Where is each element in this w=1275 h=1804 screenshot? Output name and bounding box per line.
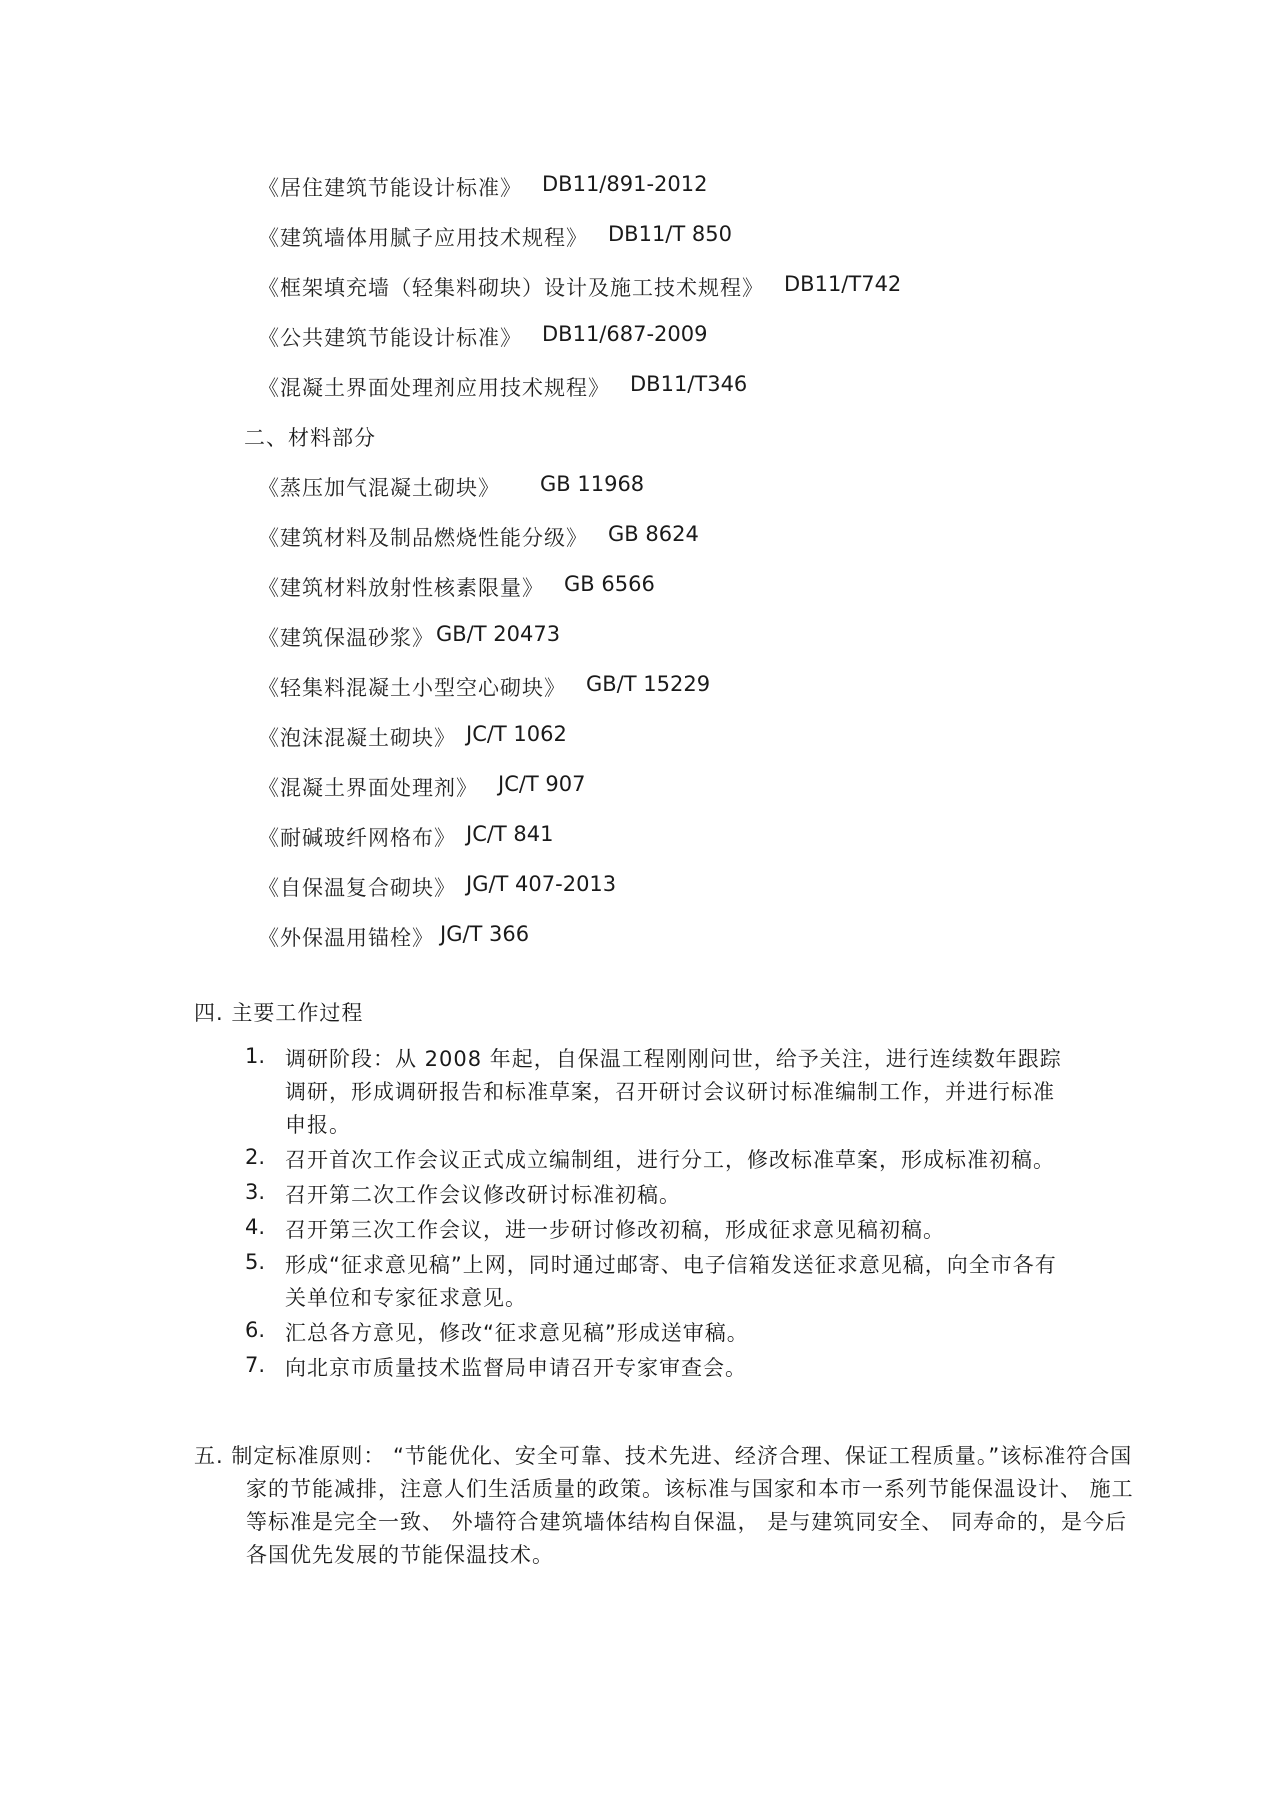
step-text: 向北京市质量技术监督局申请召开专家审查会。 — [285, 1356, 747, 1380]
standard-title: 《外保温用锚栓》 — [258, 926, 434, 950]
standard-title: 《建筑材料放射性核素限量》 — [258, 576, 544, 600]
standard-item — [258, 463, 1158, 513]
step-number: 1. — [245, 1044, 266, 1068]
process-step — [245, 1179, 1065, 1212]
standard-title: 《居住建筑节能设计标准》 — [258, 176, 522, 200]
standard-item — [258, 913, 1158, 963]
section-principle-heading: 五. 制定标准原则： — [194, 1444, 386, 1468]
standard-title: 《混凝土界面处理剂应用技术规程》 — [258, 376, 610, 400]
step-number: 3. — [245, 1180, 266, 1204]
standard-title: 《泡沫混凝土砌块》 — [258, 726, 456, 750]
standard-item — [258, 213, 1158, 263]
process-step — [245, 1317, 1065, 1350]
standard-title: 《建筑材料及制品燃烧性能分级》 — [258, 526, 588, 550]
standard-item — [258, 613, 1158, 663]
process-step — [245, 1214, 1065, 1247]
standard-title: 《蒸压加气混凝土砌块》 — [258, 476, 500, 500]
standard-item — [258, 713, 1158, 763]
standard-item — [258, 313, 1158, 363]
section-process-heading: 四. 主要工作过程 — [194, 1001, 364, 1025]
section-principle-text: “节能优化、安全可靠、技术先进、经济合理、保证工程质量。”该标准符合国家的节能减排，注意人们生活质量的政策。该标准与国家和本市一系列节能保温设计、 施工等标准是完全一致、 外墙符合建筑墙体结构自保温， 是与建筑同安全、 同寿命的，是今后各国优先发展的节能保温技术。 — [246, 1444, 1134, 1567]
standard-code: JC/T 841 — [466, 822, 554, 846]
standard-code: DB11/T 850 — [608, 222, 732, 246]
standard-code: GB 8624 — [608, 522, 699, 546]
standard-item — [258, 363, 1158, 413]
standard-title: 《公共建筑节能设计标准》 — [258, 326, 522, 350]
step-text: 调研阶段：从 2008 年起，自保温工程刚刚问世，给予关注，进行连续数年跟踪调研，形成调研报告和标准草案，召开研讨会议研讨标准编制工作，并进行标准申报。 — [285, 1047, 1062, 1137]
process-step — [245, 1249, 1065, 1315]
section-materials-heading: 二、材料部分 — [244, 426, 376, 450]
process-step — [245, 1043, 1065, 1142]
standard-item — [258, 263, 1158, 313]
standard-code: DB11/T346 — [630, 372, 748, 396]
standard-item — [258, 863, 1158, 913]
standard-title: 《混凝土界面处理剂》 — [258, 776, 478, 800]
step-text: 召开首次工作会议正式成立编制组，进行分工，修改标准草案，形成标准初稿。 — [285, 1148, 1055, 1172]
standard-code: GB 11968 — [540, 472, 645, 496]
standard-code: JG/T 366 — [440, 922, 530, 946]
standard-item — [258, 563, 1158, 613]
process-steps-list — [245, 1043, 1065, 1387]
standard-code: DB11/891-2012 — [542, 172, 708, 196]
standard-code: DB11/T742 — [784, 272, 902, 296]
process-step — [245, 1144, 1065, 1177]
standard-title: 《耐碱玻纤网格布》 — [258, 826, 456, 850]
standard-code: JG/T 407-2013 — [466, 872, 617, 896]
standard-title: 《建筑墙体用腻子应用技术规程》 — [258, 226, 588, 250]
standard-code: DB11/687-2009 — [542, 322, 708, 346]
standard-title: 《建筑保温砂浆》 — [258, 626, 434, 650]
step-text: 形成“征求意见稿”上网，同时通过邮寄、电子信箱发送征求意见稿，向全市各有关单位和专家征求意见。 — [285, 1253, 1057, 1310]
standards-list — [244, 163, 1158, 963]
step-number: 4. — [245, 1215, 266, 1239]
step-text: 召开第二次工作会议修改研讨标准初稿。 — [285, 1183, 681, 1207]
step-number: 7. — [245, 1353, 266, 1377]
step-number: 2. — [245, 1145, 266, 1169]
standard-title: 《框架填充墙（轻集料砌块）设计及施工技术规程》 — [258, 276, 764, 300]
standard-item — [258, 513, 1158, 563]
standard-code: JC/T 1062 — [466, 722, 567, 746]
section-principle — [194, 1440, 1136, 1572]
step-text: 汇总各方意见，修改“征求意见稿”形成送审稿。 — [285, 1321, 749, 1345]
process-step — [245, 1352, 1065, 1385]
standard-item — [258, 763, 1158, 813]
standard-code: GB 6566 — [564, 572, 655, 596]
step-number: 5. — [245, 1250, 266, 1274]
standard-item — [258, 813, 1158, 863]
standard-item — [258, 163, 1158, 213]
standard-code: GB/T 20473 — [436, 622, 561, 646]
standard-item — [258, 663, 1158, 713]
standard-code: JC/T 907 — [498, 772, 586, 796]
standard-title: 《自保温复合砌块》 — [258, 876, 456, 900]
standard-code: GB/T 15229 — [586, 672, 711, 696]
step-text: 召开第三次工作会议，进一步研讨修改初稿，形成征求意见稿初稿。 — [285, 1218, 945, 1242]
standard-title: 《轻集料混凝土小型空心砌块》 — [258, 676, 566, 700]
step-number: 6. — [245, 1318, 266, 1342]
